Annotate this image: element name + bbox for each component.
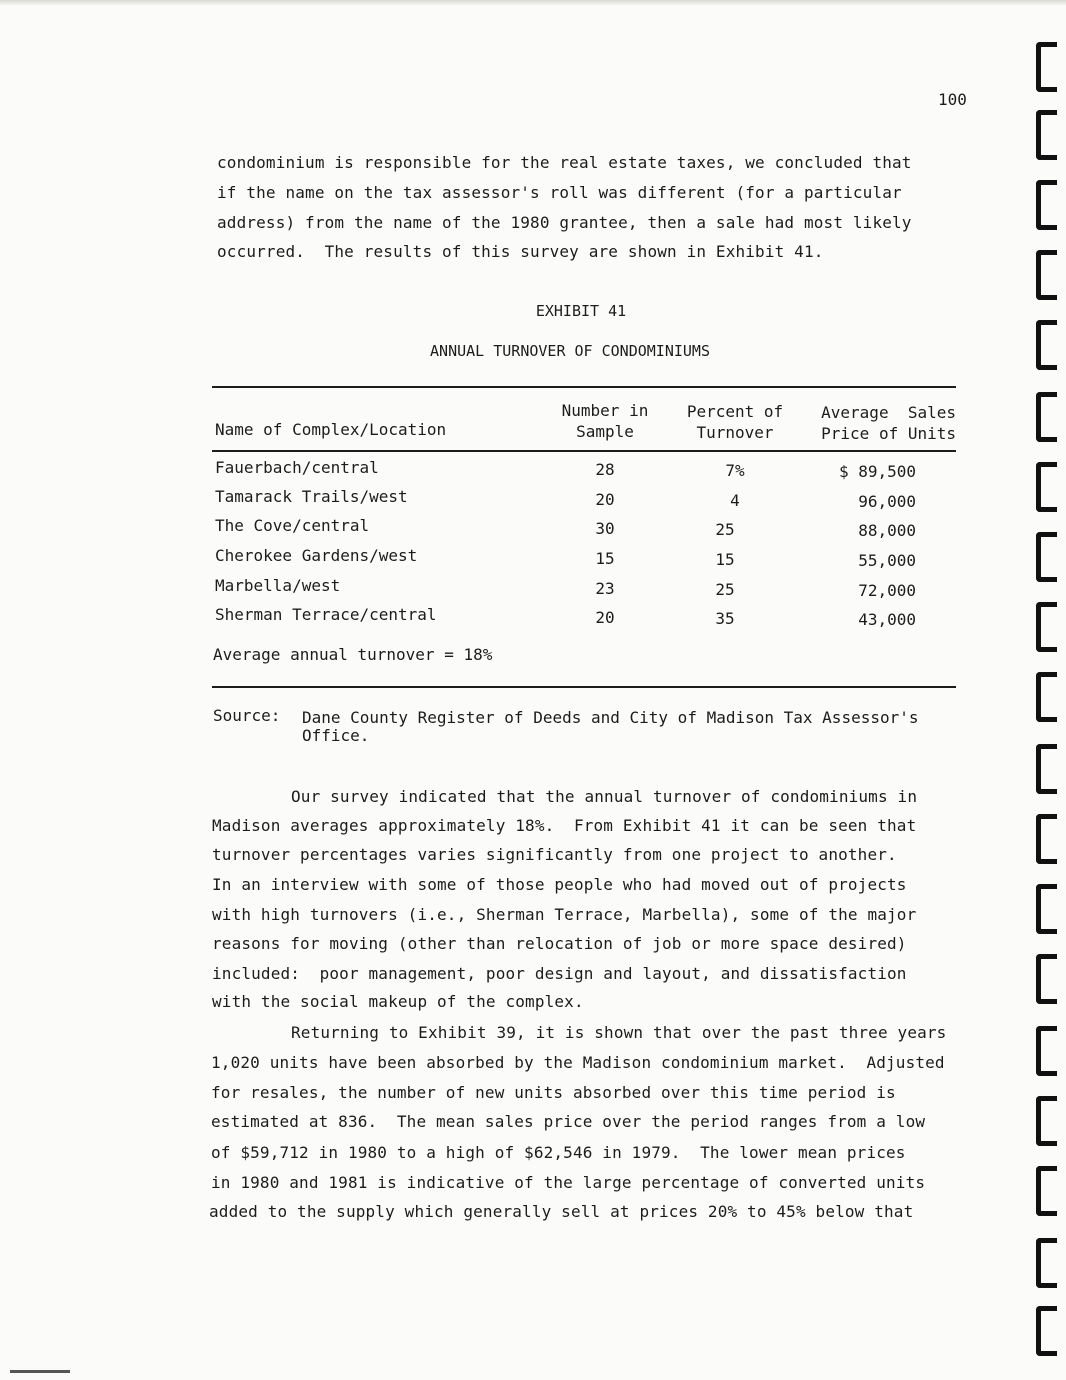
turnover-percent: 35 — [715, 609, 735, 628]
table-top-rule — [212, 386, 956, 388]
complex-name: Sherman Terrace/central — [215, 605, 437, 624]
avg-price: $ 89,500 — [838, 462, 916, 481]
avg-price: 55,000 — [858, 551, 916, 570]
header-sample-1: Number in — [561, 401, 649, 420]
body-line: in 1980 and 1981 is indicative of the large percentage of converted units — [211, 1173, 926, 1192]
intro-line: condominium is responsible for the real estate taxes, we concluded that — [217, 153, 912, 172]
binding-hole — [1036, 884, 1057, 934]
binding-hole — [1036, 462, 1057, 512]
binding-holes — [1028, 30, 1066, 1370]
binding-hole — [1036, 814, 1057, 864]
turnover-percent: 25 — [715, 520, 735, 539]
body-line: of $59,712 in 1980 to a high of $62,546 in 1979. The lower mean prices — [211, 1143, 906, 1162]
header-sample-2: Sample — [576, 422, 634, 441]
complex-name: Tamarack Trails/west — [215, 487, 408, 506]
complex-name: Marbella/west — [215, 576, 341, 595]
scan-edge — [0, 0, 1066, 6]
body-line: 1,020 units have been absorbed by the Madison condominium market. Adjusted — [211, 1053, 945, 1072]
binding-hole — [1036, 1306, 1057, 1356]
body-line: added to the supply which generally sell at prices 20% to 45% below that — [209, 1202, 914, 1221]
body-line: reasons for moving (other than relocation of job or more space desired) — [212, 934, 907, 953]
binding-hole — [1036, 110, 1057, 160]
intro-line: occurred. The results of this survey are shown in Exhibit 41. — [217, 242, 824, 261]
table-bottom-rule — [212, 686, 956, 688]
sample-count: 20 — [595, 608, 615, 627]
header-price-1: Average Sales — [821, 403, 956, 422]
sample-count: 15 — [595, 549, 615, 568]
turnover-percent: 15 — [715, 550, 735, 569]
avg-price: 72,000 — [858, 581, 916, 600]
header-price-2: Price of Units — [821, 424, 956, 443]
sample-count: 23 — [595, 579, 615, 598]
binding-hole — [1036, 532, 1057, 582]
sample-count: 28 — [595, 460, 615, 479]
source-text: Dane County Register of Deeds and City of Madison Tax Assessor's — [302, 708, 919, 727]
binding-hole — [1036, 250, 1057, 300]
body-line: included: poor management, poor design and layout, and dissatisfaction — [212, 964, 907, 983]
binding-hole — [1036, 672, 1057, 722]
binding-hole — [1036, 392, 1057, 442]
scan-mark — [10, 1370, 70, 1373]
binding-hole — [1036, 954, 1057, 1004]
body-line: In an interview with some of those people who had moved out of projects — [212, 875, 907, 894]
header-percent-2: Turnover — [696, 423, 774, 442]
body-line: estimated at 836. The mean sales price over the period ranges from a low — [211, 1112, 926, 1131]
complex-name: Cherokee Gardens/west — [215, 546, 418, 565]
sample-count: 20 — [595, 490, 615, 509]
body-line: with high turnovers (i.e., Sherman Terrace, Marbella), some of the major — [212, 905, 917, 924]
intro-line: if the name on the tax assessor's roll was different (for a particular — [217, 183, 902, 202]
body-line: for resales, the number of new units absorbed over this time period is — [211, 1083, 896, 1102]
avg-price: 43,000 — [858, 610, 916, 629]
avg-price: 88,000 — [858, 521, 916, 540]
source-text-cont: Office. — [302, 726, 370, 745]
binding-hole — [1036, 320, 1057, 370]
header-name: Name of Complex/Location — [215, 420, 447, 439]
body-line: Returning to Exhibit 39, it is shown that over the past three years — [291, 1023, 947, 1042]
binding-hole — [1036, 1238, 1057, 1288]
sample-count: 30 — [595, 519, 615, 538]
page-number: 100 — [938, 90, 967, 109]
complex-name: Fauerbach/central — [215, 458, 379, 477]
header-percent-1: Percent of — [686, 402, 784, 421]
binding-hole — [1036, 180, 1057, 230]
body-line: Our survey indicated that the annual turnover of condominiums in — [291, 787, 918, 806]
header-rule — [212, 450, 956, 452]
complex-name: The Cove/central — [215, 516, 370, 535]
body-line: turnover percentages varies significantly from one project to another. — [212, 845, 897, 864]
binding-hole — [1036, 602, 1057, 652]
binding-hole — [1036, 42, 1057, 92]
exhibit-title: ANNUAL TURNOVER OF CONDOMINIUMS — [430, 342, 710, 360]
turnover-percent: 25 — [715, 580, 735, 599]
binding-hole — [1036, 1096, 1057, 1146]
avg-price: 96,000 — [858, 492, 916, 511]
exhibit-label: EXHIBIT 41 — [535, 302, 627, 320]
body-line: with the social makeup of the complex. — [212, 992, 584, 1011]
turnover-percent: 7% — [725, 461, 745, 480]
binding-hole — [1036, 1026, 1057, 1076]
turnover-percent: 4 — [730, 491, 740, 510]
intro-line: address) from the name of the 1980 grantee, then a sale had most likely — [217, 213, 912, 232]
average-note: Average annual turnover = 18% — [213, 645, 493, 664]
binding-hole — [1036, 1166, 1057, 1216]
body-line: Madison averages approximately 18%. From Exhibit 41 it can be seen that — [212, 816, 917, 835]
binding-hole — [1036, 744, 1057, 794]
source-label: Source: — [213, 706, 281, 725]
